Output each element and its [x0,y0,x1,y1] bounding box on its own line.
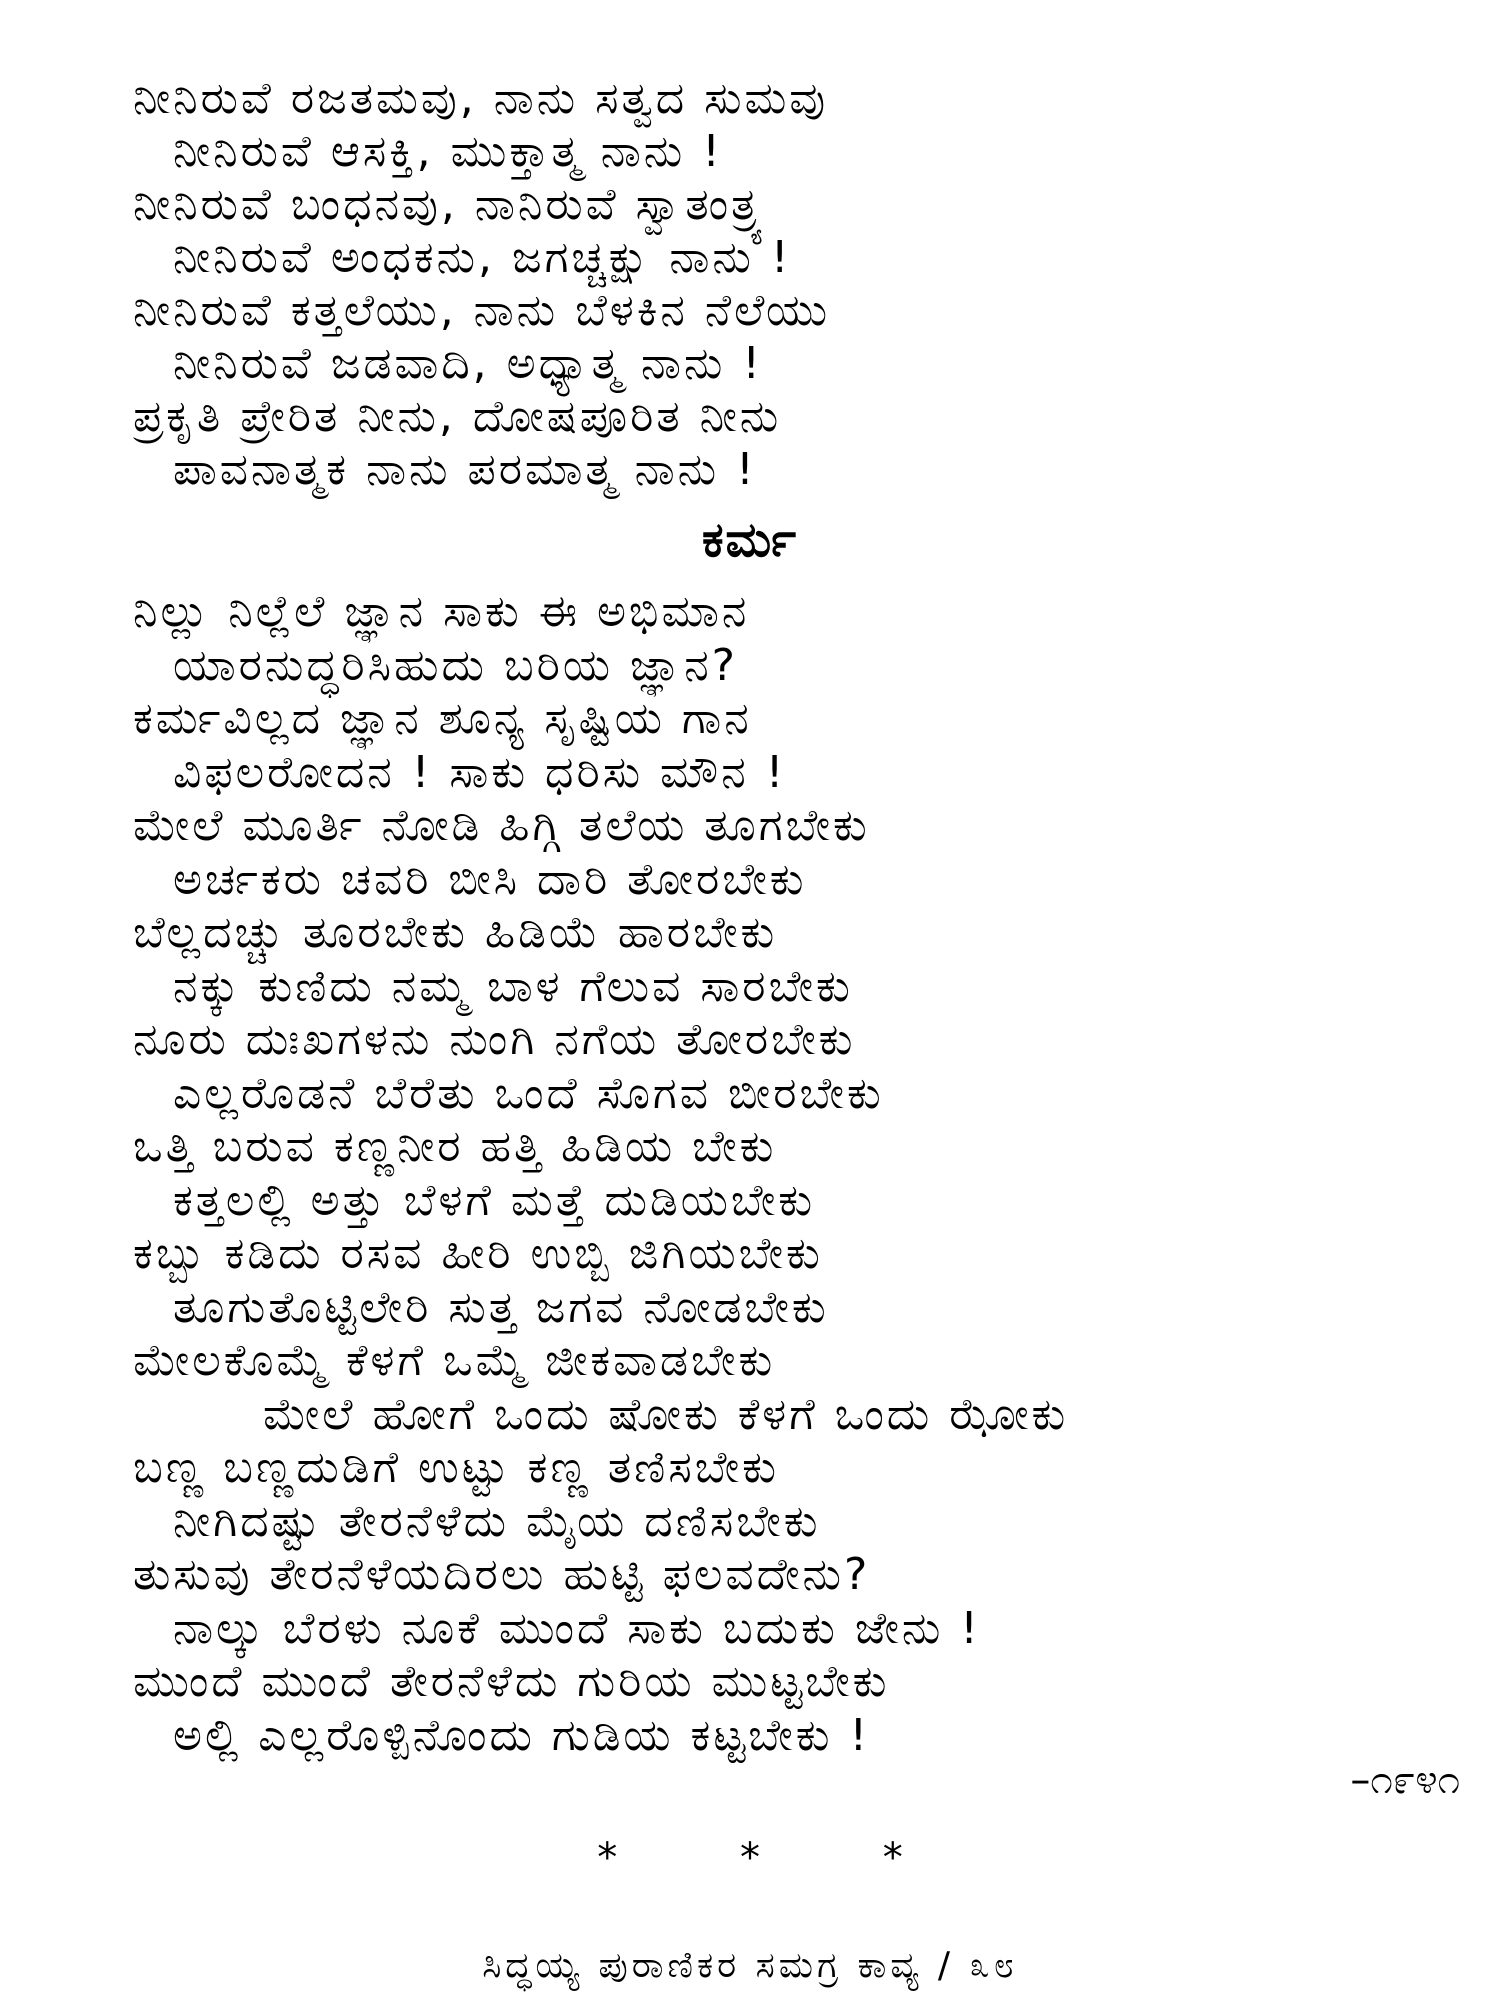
verse-line: ಮುಂದೆ ಮುಂದೆ ತೇರನೆಳೆದು ಗುರಿಯ ಮುಟ್ಟಬೇಕು [133,1656,890,1707]
verse-line: ಕರ್ಮವಿಲ್ಲದ ಜ್ಞಾನ ಶೂನ್ಯ ಸೃಷ್ಟಿಯ ಗಾನ [133,693,752,744]
separator-star: * [597,1835,618,1881]
verse-line: ಪಾವನಾತ್ಮಕ ನಾನು ಪರಮಾತ್ಮ ನಾನು ! [173,444,757,495]
verse-line: ಎಲ್ಲರೊಡನೆ ಬೆರೆತು ಒಂದೆ ಸೊಗವ ಬೀರಬೇಕು [173,1067,884,1119]
verse-line: ಕಬ್ಬು ಕಡಿದು ರಸವ ಹೀರಿ ಉಬ್ಬಿ ಜಿಗಿಯಬೇಕು [133,1228,823,1279]
verse-line: ನೀನಿರುವೆ ಜಡವಾದಿ, ಅಧ್ಯಾತ್ಮ ನಾನು ! [173,338,764,389]
page-footer: ಸಿದ್ಧಯ್ಯ ಪುರಾಣಿಕರ ಸಮಗ್ರ ಕಾವ್ಯ / ೩೮ [482,1945,1018,1986]
verse-line: ನಾಲ್ಕು ಬೆರಳು ನೂಕೆ ಮುಂದೆ ಸಾಕು ಬದುಕು ಜೇನು ! [173,1602,981,1654]
poem-body [133,585,1463,1762]
verse-line: ನೀನಿರುವೆ ಬಂಧನವು, ನಾನಿರುವೆ ಸ್ವಾತಂತ್ರ್ಯ [133,179,768,230]
verse-line: ನೀನಿರುವೆ ಆಸಕ್ತಿ, ಮುಕ್ತಾತ್ಮ ನಾನು ! [173,126,723,177]
verse-line: ಕತ್ತಲಲ್ಲಿ ಅತ್ತು ಬೆಳಗೆ ಮತ್ತೆ ದುಡಿಯಬೇಕು [173,1174,816,1226]
verse-line: ತುಸುವು ತೇರನೆಳೆಯದಿರಲು ಹುಟ್ಟಿ ಫಲವದೇನು? [133,1549,871,1600]
verse-line: ನಿಲ್ಲು ನಿಲ್ಲೆಲೆ ಜ್ಞಾನ ಸಾಕು ಈ ಅಭಿಮಾನ [133,586,750,637]
verse-line: ಒತ್ತಿ ಬರುವ ಕಣ್ಣನೀರ ಹತ್ತಿ ಹಿಡಿಯ ಬೇಕು [133,1121,777,1172]
poem-date: –೧೯೪೧ [1350,1757,1460,1803]
verse-line: ಮೇಲೆ ಮೂರ್ತಿ ನೋಡಿ ಹಿಗ್ಗಿ ತಲೆಯ ತೂಗಬೇಕು [133,800,870,851]
verse-line: ನಕ್ಕು ಕುಣಿದು ನಮ್ಮ ಬಾಳ ಗೆಲುವ ಸಾರಬೇಕು [173,960,853,1012]
verse-line: ಯಾರನುದ್ಧರಿಸಿಹುದು ಬರಿಯ ಜ್ಞಾನ? [173,639,739,691]
stanza-previous-poem [133,72,1433,496]
verse-line: ಬಣ್ಣ ಬಣ್ಣದುಡಿಗೆ ಉಟ್ಟು ಕಣ್ಣ ತಣಿಸಬೇಕು [133,1442,779,1493]
verse-line: ವಿಫಲರೋದನ ! ಸಾಕು ಧರಿಸು ಮೌನ ! [173,746,787,798]
verse-line: ನೀನಿರುವೆ ಅಂಧಕನು, ಜಗಚ್ಚಕ್ಷು ನಾನು ! [173,232,792,283]
verse-line: ಪ್ರಕೃತಿ ಪ್ರೇರಿತ ನೀನು, ದೋಷಪೂರಿತ ನೀನು [133,391,782,442]
separator-star: * [740,1835,760,1881]
verse-line: ಬೆಲ್ಲದಚ್ಚು ತೂರಬೇಕು ಹಿಡಿಯೆ ಹಾರಬೇಕು [133,907,778,958]
verse-line: ನೂರು ದುಃಖಗಳನು ನುಂಗಿ ನಗೆಯ ತೋರಬೇಕು [133,1014,856,1065]
verse-line: ಮೇಲಕೊಮ್ಮೆ ಕೆಳಗೆ ಒಮ್ಮೆ ಜೀಕವಾಡಬೇಕು [133,1335,776,1386]
poem-title: ಕರ್ಮ [701,512,799,568]
verse-line: ತೂಗುತೊಟ್ಟಿಲೇರಿ ಸುತ್ತ ಜಗವ ನೋಡಬೇಕು [173,1281,829,1333]
separator-star: * [882,1835,903,1881]
section-separator [0,1835,1500,1881]
verse-line: ನೀನಿರುವೆ ರಜತಮವು, ನಾನು ಸತ್ವದ ಸುಮವು [133,73,829,124]
verse-line: ನೀನಿರುವೆ ಕತ್ತಲೆಯು, ನಾನು ಬೆಳಕಿನ ನೆಲೆಯು [133,285,831,336]
verse-line: ಮೇಲೆ ಹೋಗೆ ಒಂದು ಷೋಕು ಕೆಳಗೆ ಒಂದು ಝೋಕು [263,1388,1069,1440]
verse-line: ಅರ್ಚಕರು ಚವರಿ ಬೀಸಿ ದಾರಿ ತೋರಬೇಕು [173,853,807,905]
verse-line: ಅಲ್ಲಿ ಎಲ್ಲರೊಳ್ಪಿನೊಂದು ಗುಡಿಯ ಕಟ್ಟಬೇಕು ! [173,1709,871,1761]
verse-line: ನೀಗಿದಷ್ಟು ತೇರನೆಳೆದು ಮೈಯ ದಣಿಸಬೇಕು [173,1495,821,1547]
